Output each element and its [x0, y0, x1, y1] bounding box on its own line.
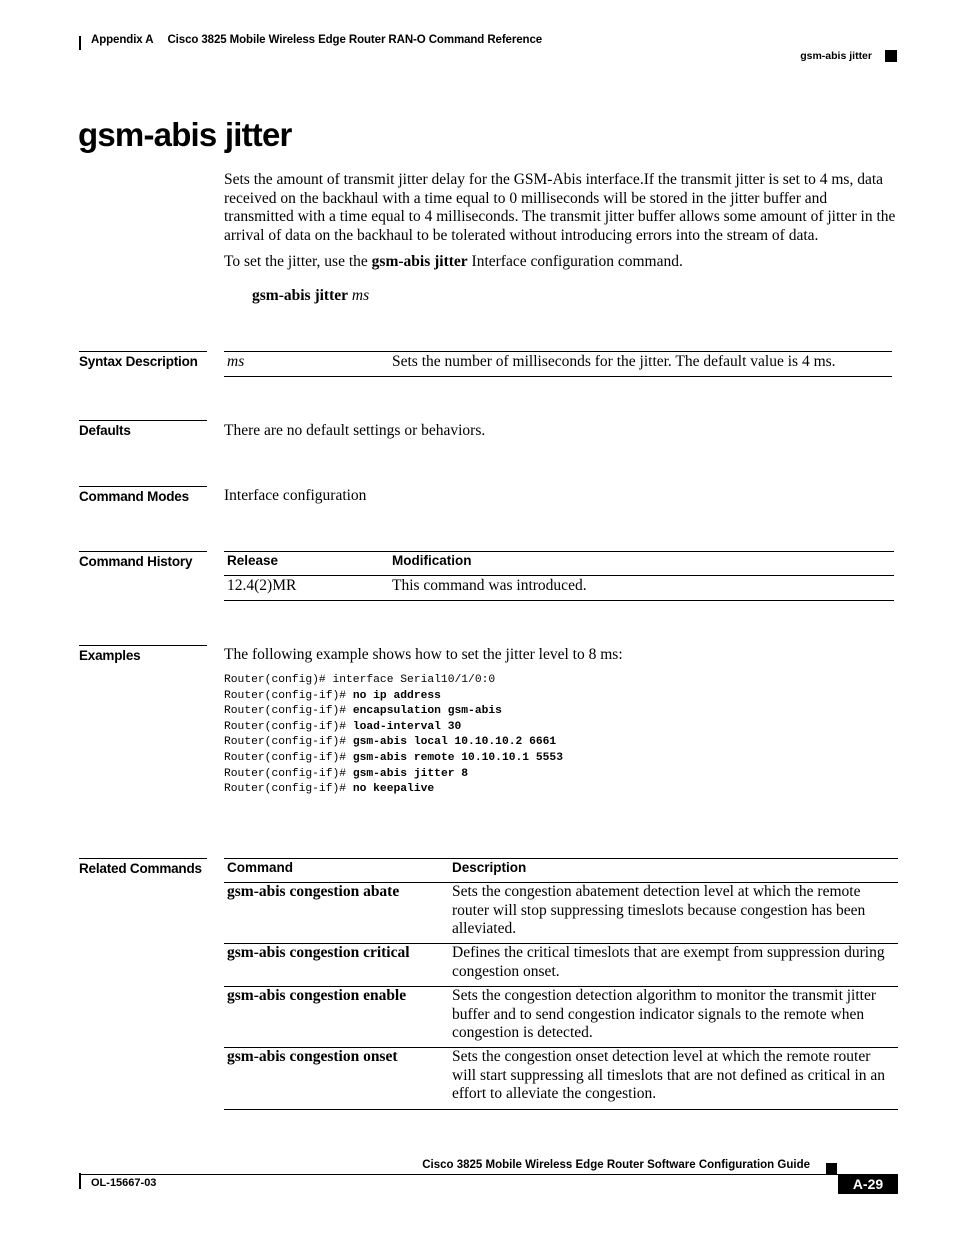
code-prompt: Router(config-if)# — [224, 783, 353, 796]
code-prompt: Router(config-if)# — [224, 736, 353, 749]
code-prompt: Router(config-if)# — [224, 689, 353, 702]
code-line — [224, 767, 563, 783]
running-header — [91, 34, 542, 46]
header-appendix: Appendix A — [91, 34, 154, 46]
command-syntax — [252, 287, 369, 306]
related-description: Sets the congestion detection algorithm to monitor the transmit jitter buffer and to send congestion indicator signals to the remote when congestion is detected. — [452, 987, 877, 1042]
code-command: gsm-abis local 10.10.10.2 6661 — [352, 736, 557, 749]
history-table-top-rule — [224, 551, 894, 552]
defaults-heading: Defaults — [79, 420, 207, 438]
code-command: encapsulation gsm-abis — [352, 705, 502, 718]
history-table-bottom-rule — [224, 600, 894, 601]
examples-heading: Examples — [79, 645, 207, 663]
header-book-title: Cisco 3825 Mobile Wireless Edge Router RAN-O Command Reference — [167, 34, 543, 46]
syntax-description-heading: Syntax Description — [79, 351, 207, 369]
syntax-table-bottom-rule — [224, 376, 892, 377]
usage-text-post: Interface configuration command. — [467, 253, 683, 270]
related-command: gsm-abis congestion critical — [227, 944, 410, 961]
defaults-text: There are no default settings or behaviors. — [224, 422, 486, 439]
example-code-block — [224, 673, 563, 798]
code-line — [224, 735, 563, 751]
code-command: no keepalive — [352, 783, 435, 796]
code-line — [224, 751, 563, 767]
footer-vertical-rule — [79, 1173, 81, 1189]
related-col-command: Command — [227, 860, 294, 875]
related-commands-heading: Related Commands — [79, 858, 207, 876]
intro-paragraph: Sets the amount of transmit jitter delay for the GSM-Abis interface.If the transmit jitter is set to 4 ms, data received on the backhaul with a time equal to 0 milliseconds will be stored in the jitter buffer and transmitted with a time equal to 4 milliseconds. The transmit jitter buffer allows some amount of jitter in the arrival of data on the backhaul to be tolerated without introducing errors into the stream of data. — [224, 171, 896, 244]
code-prompt: Router(config-if)# — [224, 720, 353, 733]
related-command: gsm-abis congestion enable — [227, 987, 407, 1004]
command-modes-text: Interface configuration — [224, 487, 367, 504]
related-description: Sets the congestion abatement detection level at which the remote router will stop suppressing timeslots because congestion has been alleviated. — [452, 883, 866, 938]
footer-doc-number: OL-15667-03 — [91, 1177, 157, 1189]
history-col-modification: Modification — [392, 553, 472, 568]
syntax-arg-description: Sets the number of milliseconds for the jitter. The default value is 4 ms. — [392, 353, 836, 370]
page-number: A-29 — [838, 1175, 898, 1194]
usage-command: gsm-abis jitter — [371, 253, 468, 270]
code-command: load-interval 30 — [352, 720, 462, 733]
examples-intro: The following example shows how to set the jitter level to 8 ms: — [224, 646, 623, 663]
history-table-header-rule — [224, 575, 894, 576]
code-command: gsm-abis jitter 8 — [352, 767, 469, 780]
code-prompt: Router(config-if)# — [224, 705, 353, 718]
code-command: gsm-abis remote 10.10.10.1 5553 — [352, 751, 563, 764]
header-marker — [885, 50, 897, 62]
syntax-table-top-rule — [224, 351, 892, 352]
related-description: Defines the critical timeslots that are exempt from suppression during congestion onset. — [452, 944, 885, 980]
history-release: 12.4(2)MR — [227, 577, 297, 594]
code-line — [224, 673, 563, 689]
related-command: gsm-abis congestion abate — [227, 883, 400, 900]
footer-guide-title: Cisco 3825 Mobile Wireless Edge Router Software Configuration Guide — [422, 1159, 810, 1171]
related-col-description: Description — [452, 860, 527, 875]
page-title: gsm-abis jitter — [78, 116, 292, 153]
code-line — [224, 782, 563, 798]
related-table-top-rule — [224, 858, 898, 859]
command-history-heading: Command History — [79, 551, 207, 569]
syntax-argument: ms — [351, 287, 370, 304]
code-prompt: Router(config)# — [224, 674, 333, 686]
history-col-release: Release — [227, 553, 279, 568]
running-head-section: gsm-abis jitter — [800, 50, 872, 62]
footer-rule — [79, 1174, 898, 1175]
related-table-bottom-rule — [224, 1109, 898, 1110]
related-command: gsm-abis congestion onset — [227, 1048, 398, 1065]
usage-text-pre: To set the jitter, use the — [224, 253, 372, 270]
code-line — [224, 704, 563, 720]
header-rule — [79, 36, 81, 50]
command-modes-heading: Command Modes — [79, 486, 207, 504]
code-prompt: Router(config-if)# — [224, 751, 353, 764]
usage-paragraph — [224, 253, 683, 272]
code-prompt: Router(config-if)# — [224, 767, 353, 780]
code-line — [224, 689, 563, 705]
code-command: interface Serial10/1/0:0 — [332, 674, 496, 686]
code-line — [224, 720, 563, 736]
syntax-arg — [227, 353, 244, 372]
related-description: Sets the congestion onset detection level at which the remote router will start suppressing all timeslots that are not defined as critical in an effort to alleviate the congestion. — [452, 1048, 886, 1103]
history-modification: This command was introduced. — [392, 577, 587, 594]
code-command: no ip address — [352, 689, 441, 702]
syntax-command: gsm-abis jitter — [252, 287, 348, 304]
syntax-arg-text: ms — [227, 353, 245, 370]
